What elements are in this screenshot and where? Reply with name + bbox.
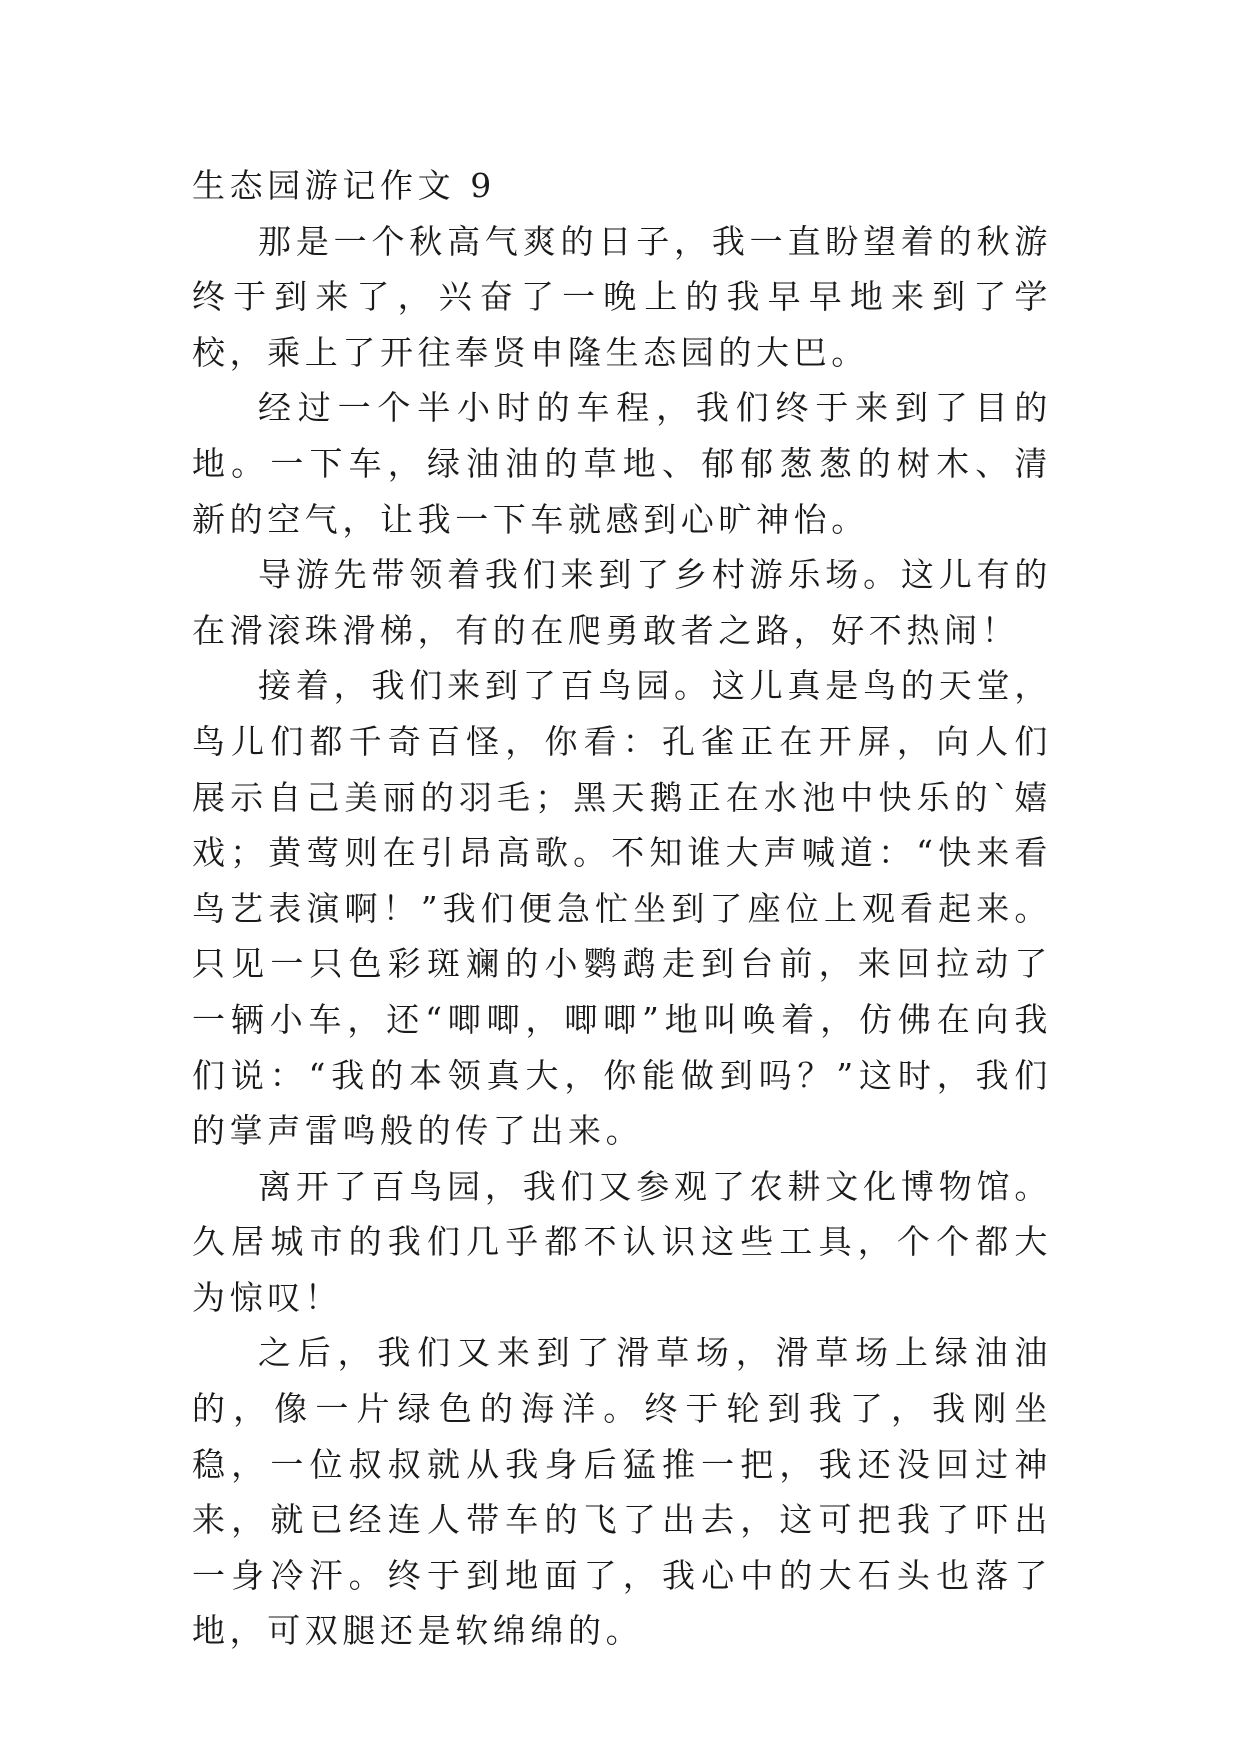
paragraph-1: 那是一个秋高气爽的日子，我一直盼望着的秋游终于到来了，兴奋了一晚上的我早早地来到了学校，乘上了开往奉贤申隆生态园的大巴。 xyxy=(192,221,1052,372)
paragraph-3: 导游先带领着我们来到了乡村游乐场。这儿有的在滑滚珠滑梯，有的在爬勇敢者之路，好不热闹！ xyxy=(192,555,1052,650)
document-body xyxy=(192,158,1052,1659)
paragraph-5: 离开了百鸟园，我们又参观了农耕文化博物馆。久居城市的我们几乎都不认识这些工具，个个都大为惊叹！ xyxy=(192,1166,1052,1317)
paragraph-2: 经过一个半小时的车程，我们终于来到了目的地。一下车，绿油油的草地、郁郁葱葱的树木、清新的空气，让我一下车就感到心旷神怡。 xyxy=(192,388,1052,539)
paragraph-4: 接着，我们来到了百鸟园。这儿真是鸟的天堂，鸟儿们都千奇百怪，你看：孔雀正在开屏，向人们展示自己美丽的羽毛；黑天鹅正在水池中快乐的`嬉戏；黄莺则在引昂高歌。不知谁大声喊道：“快来看鸟艺表演啊！”我们便急忙坐到了座位上观看起来。只见一只色彩斑斓的小鹦鹉走到台前，来回拉动了一辆小车，还“唧唧，唧唧”地叫唤着，仿佛在向我们说：“我的本领真大，你能做到吗？”这时，我们的掌声雷鸣般的传了出来。 xyxy=(192,666,1052,1151)
paragraph-6: 之后，我们又来到了滑草场，滑草场上绿油油的，像一片绿色的海洋。终于轮到我了，我刚坐稳，一位叔叔就从我身后猛推一把，我还没回过神来，就已经连人带车的飞了出去，这可把我了吓出一身冷汗。终于到地面了，我心中的大石头也落了地，可双腿还是软绵绵的。 xyxy=(192,1333,1052,1651)
document-title: 生态园游记作文 9 xyxy=(192,166,496,205)
